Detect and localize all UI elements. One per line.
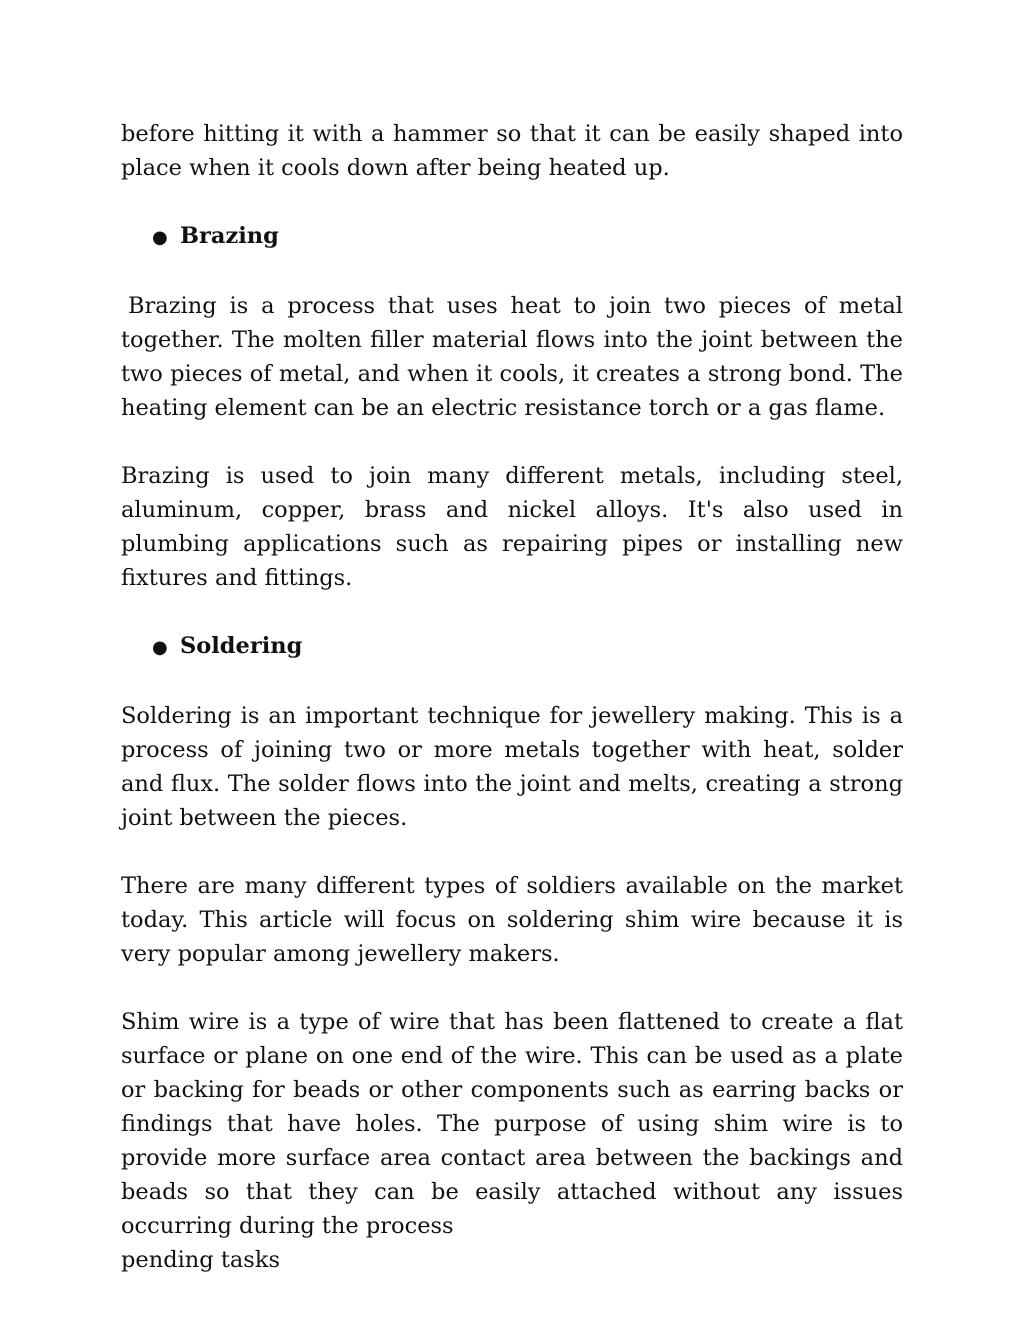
section-heading-label: Brazing bbox=[180, 223, 279, 249]
body-paragraph: Shim wire is a type of wire that has been flattened to create a flat surface or plane on one end of the wire. This can be used as a plate or backing for beads or other components such as earring backs or findings that have holes. The purpose of using shim wire is to provide more surface area contact area between the backings and beads so that they can be easily attached without any issues occurring during the process bbox=[121, 1009, 903, 1239]
bullet-icon: ● bbox=[152, 637, 168, 658]
section-heading-label: Soldering bbox=[180, 633, 303, 659]
bullet-icon: ● bbox=[152, 227, 168, 248]
body-paragraph: Soldering is an important technique for jewellery making. This is a process of joining two or more metals together with heat, solder and flux. The solder flows into the joint and melts, creating a strong joint between the pieces. bbox=[121, 703, 903, 831]
trailing-text: pending tasks bbox=[121, 1247, 281, 1273]
section-heading-brazing bbox=[121, 219, 903, 255]
section-heading-soldering bbox=[121, 629, 903, 665]
body-paragraph: There are many different types of soldiers available on the market today. This article will focus on soldering shim wire because it is very popular among jewellery makers. bbox=[121, 873, 903, 967]
intro-paragraph: before hitting it with a hammer so that it can be easily shaped into place when it cools down after being heated up. bbox=[121, 121, 903, 181]
body-paragraph: Brazing is used to join many different metals, including steel, aluminum, copper, brass and nickel alloys. It's also used in plumbing applications such as repairing pipes or installing new fixtures and fittings. bbox=[121, 463, 903, 591]
body-paragraph: Brazing is a process that uses heat to join two pieces of metal together. The molten filler material flows into the joint between the two pieces of metal, and when it cools, it creates a strong bond. The heating element can be an electric resistance torch or a gas flame. bbox=[121, 293, 903, 421]
document-page bbox=[121, 117, 903, 1277]
